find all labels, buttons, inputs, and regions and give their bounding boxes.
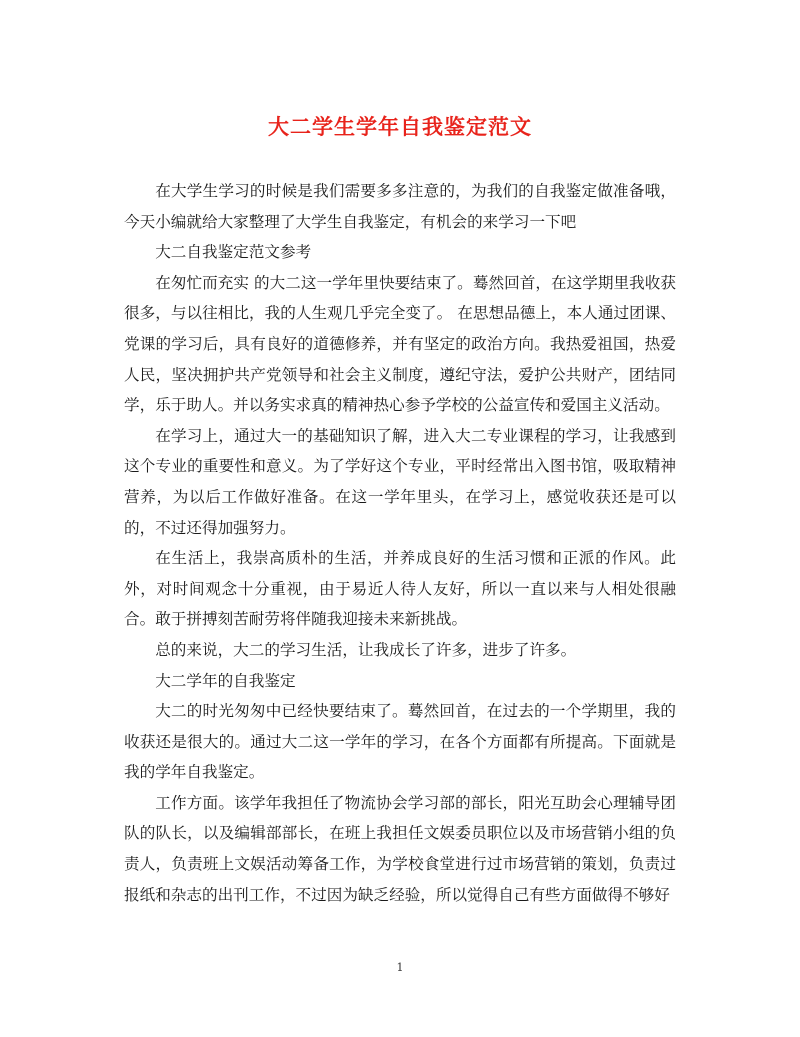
paragraph: 工作方面。该学年我担任了物流协会学习部的部长，阳光互助会心理辅导团队的队长，以及编辑部部长，在班上我担任文娱委员职位以及市场营销小组的负责人，负责班上文娱活动筹备工作，为学校食堂进行过市场营销的策划，负责过报纸和杂志的出刊工作，不过因为缺乏经验，所以觉得自己有些方面做得不够好 <box>124 793 676 904</box>
section-heading: 大二学年的自我鉴定 <box>155 671 296 690</box>
paragraph: 总的来说，大二的学习生活，让我成长了许多，进步了许多。 <box>155 640 577 659</box>
document-title: 大二学生学年自我鉴定范文 <box>268 114 532 139</box>
paragraph: 在匆忙而充实 的大二这一学年里快要结束了。蓦然回首，在这学期里我收获很多，与以往相比，我的人生观几乎完全变了。 在思想品德上，本人通过团课、党课的学习后，具有良好的道德修养，并有坚定的政治方向。我热爱祖国，热爱人民，坚决拥护共产党领导和社会主义制度，遵纪守法，爱护公共财产，团结同学，乐于助人。并以务实求真的精神热心参予学校的公益宣传和爱国主义活动。 <box>124 273 676 415</box>
paragraph: 大二的时光匆匆中已经快要结束了。蓦然回首，在过去的一个学期里，我的收获还是很大的。通过大二这一学年的学习，在各个方面都有所提高。下面就是我的学年自我鉴定。 <box>124 702 676 782</box>
paragraph: 在学习上，通过大一的基础知识了解，进入大二专业课程的学习，让我感到这个专业的重要性和意义。为了学好这个专业，平时经常出入图书馆，吸取精神营养，为以后工作做好准备。在这一学年里头，在学习上，感觉收获还是可以的，不过还得加强努力。 <box>124 426 676 537</box>
paragraph-intro: 在大学生学习的时候是我们需要多多注意的，为我们的自我鉴定做准备哦，今天小编就给大家整理了大学生自我鉴定，有机会的来学习一下吧 <box>124 182 676 231</box>
page-number: 1 <box>396 961 404 974</box>
paragraph: 在生活上，我崇高质朴的生活，并养成良好的生活习惯和正派的作风。此外，对时间观念十分重视，由于易近人待人友好，所以一直以来与人相处很融合。敢于拼搏刻苦耐劳将伴随我迎接未来新挑战。 <box>124 549 676 629</box>
document-body <box>124 176 676 910</box>
section-heading: 大二自我鉴定范文参考 <box>155 243 312 262</box>
